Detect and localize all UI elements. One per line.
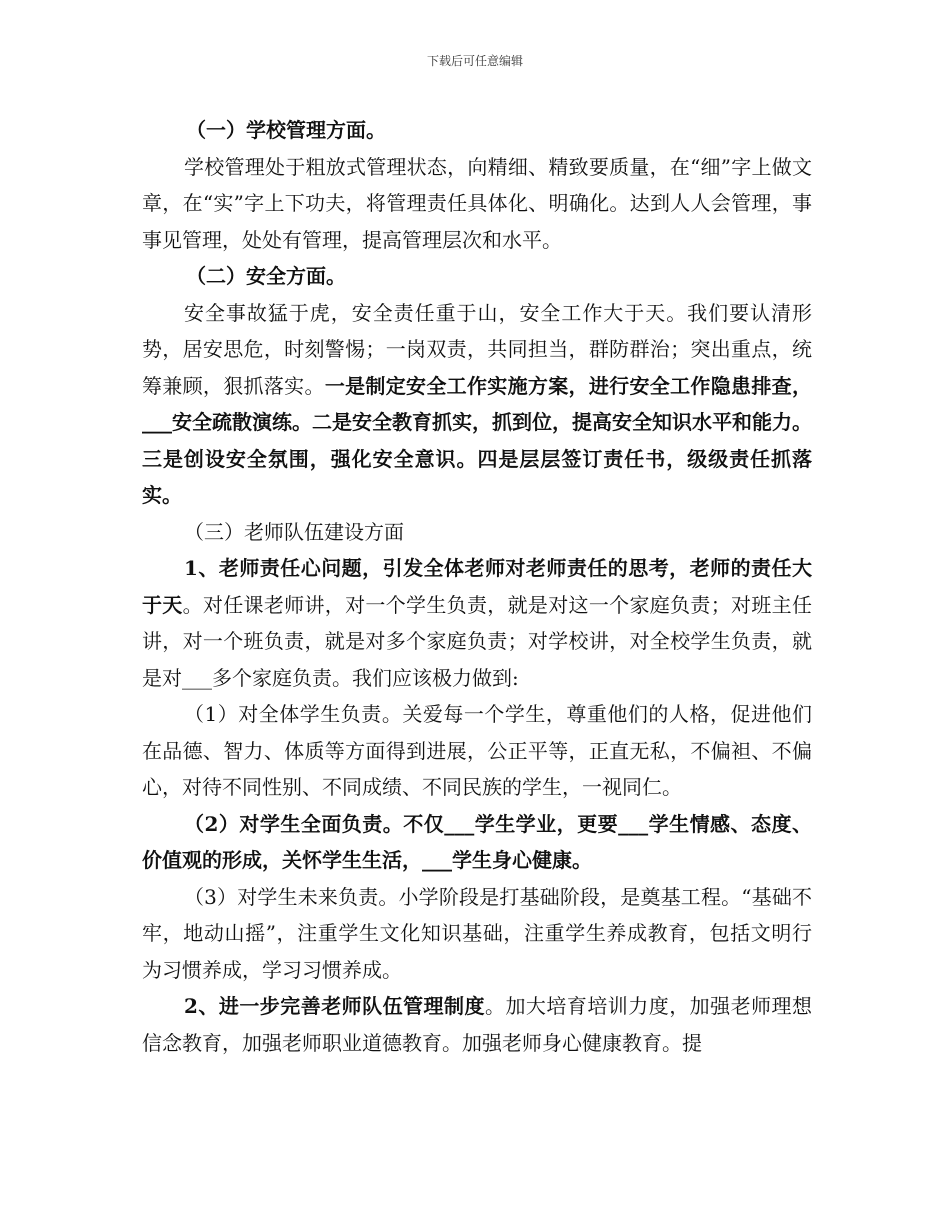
list-item-3: （3）对学生未来负责。小学阶段是打基础阶段，是奠基工程。“基础不牢，地动山摇”，注重学生文化知识基础，注重学生养成教育，包括文明行为习惯养成，学习习惯养成。 [142, 884, 812, 982]
section-heading-school-management: （一）学校管理方面。 [186, 118, 386, 142]
management-system-normal: 。加大培育培训力度，加强老师理想信念教育，加强老师职业道德教育。加强老师身心健康教育。提 [142, 994, 813, 1055]
list-item-1: （1）对全体学生负责。关爱每一个学生，尊重他们的人格，促进他们在品德、智力、体质等方面得到进展，公正平等，正直无私，不偏袒、不偏心，对待不同性别、不同成绩、不同民族的学生，一视同仁。 [142, 702, 812, 799]
list-item-2: （2）对学生全面负责。不仅___学生学业，更要___学生情感、态度、价值观的形成，关怀学生生活，___学生身心健康。 [142, 811, 812, 872]
paragraph-teacher-responsibility [142, 550, 812, 696]
paragraph-management-system [142, 988, 812, 1061]
section-heading-safety: （二）安全方面。 [186, 264, 346, 288]
paragraph-school-management: 学校管理处于粗放式管理状态，向精细、精致要质量，在“细”字上做文章，在“实”字上下功夫，将管理责任具体化、明确化。达到人人会管理，事事见管理，处处有管理，提高管理层次和水平。 [142, 154, 812, 252]
document-body [142, 112, 812, 1061]
management-system-bold: 2、进一步完善老师队伍管理制度 [184, 994, 485, 1018]
section-heading-teacher-team: （三）老师队伍建设方面 [184, 519, 404, 544]
teacher-responsibility-normal: 。对任课老师讲，对一个学生负责，就是对这一个家庭负责；对班主任讲，对一个班负责，就是对多个家庭负责；对学校讲，对全校学生负责，就是对___多个家庭负责。我们应该极力做到: [142, 592, 812, 690]
safety-text-bold: 一是制定安全工作实施方案，进行安全工作隐患排查，___安全疏散演练。二是安全教育抓实，抓到位，提高安全知识水平和能力。三是创设安全氛围，强化安全意识。四是层层签订责任书，级级责任抓落实。 [142, 373, 812, 507]
safety-text-normal: 安全事故猛于虎，安全责任重于山，安全工作大于天。我们要认清形势，居安思危，时刻警惕；一岗双责，共同担当，群防群治；突出重点，统筹兼顾，狠抓落实。 [142, 300, 812, 398]
paragraph-safety [142, 295, 812, 514]
page-header: 下载后可任意编辑 [426, 54, 523, 68]
teacher-responsibility-bold: 1、老师责任心问题，引发全体老师对老师责任的思考，老师的责任大于天 [142, 556, 812, 617]
